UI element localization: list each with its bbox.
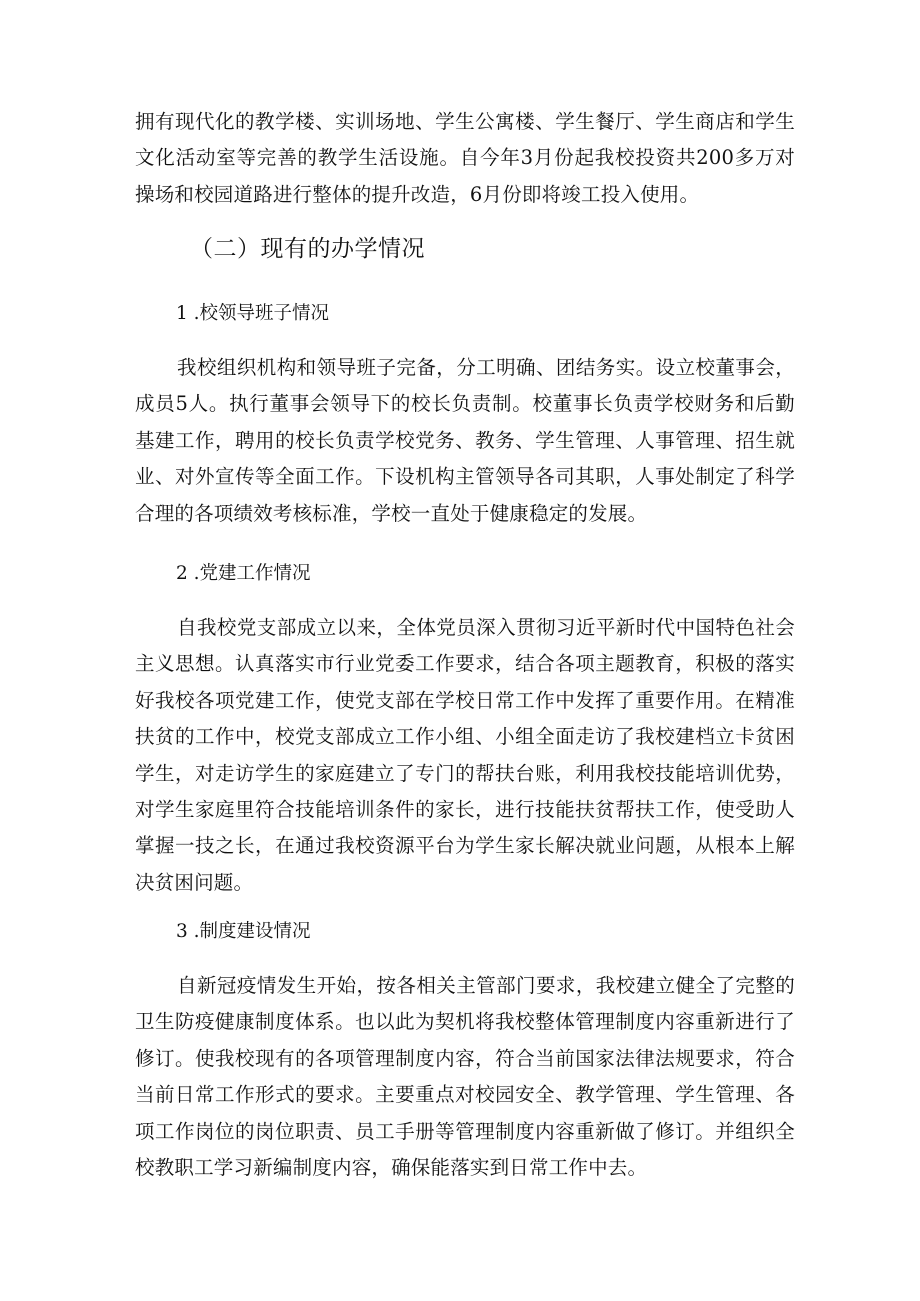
subsection-heading-regulations: 3 .制度建设情况 — [176, 921, 311, 942]
subsection-heading-leadership: 1 .校领导班子情况 — [176, 303, 330, 324]
section-heading: （二）现有的办学情况 — [190, 236, 425, 262]
paragraph-leadership: 我校组织机构和领导班子完备，分工明确、团结务实。设立校董事会，成员5人。执行董事会领导下的校长负责制。校董事长负责学校财务和后勤基建工作，聘用的校长负责学校党务、教务、学生管理、人事管理、招生就业、对外宣传等全面工作。下设机构主管领导各司其职，人事处制定了科学合理的各项绩效考核标准，学校一直处于健康稳定的发展。 — [135, 356, 795, 525]
paragraph-regulations: 自新冠疫情发生开始，按各相关主管部门要求，我校建立健全了完整的卫生防疫健康制度体系。也以此为契机将我校整体管理制度内容重新进行了修订。使我校现有的各项管理制度内容，符合当前国家法律法规要求，符合当前日常工作形式的要求。主要重点对校园安全、教学管理、学生管理、各项工作岗位的岗位职责、员工手册等管理制度内容重新做了修订。并组织全校教职工学习新编制度内容，确保能落实到日常工作中去。 — [135, 974, 795, 1180]
intro-paragraph: 拥有现代化的教学楼、实训场地、学生公寓楼、学生餐厅、学生商店和学生文化活动室等完善的教学生活设施。自今年3月份起我校投资共200多万对操场和校园道路进行整体的提升改造，6月份即将竣工投入使用。 — [135, 110, 795, 206]
paragraph-party-building: 自我校党支部成立以来，全体党员深入贯彻习近平新时代中国特色社会主义思想。认真落实市行业党委工作要求，结合各项主题教育，积极的落实好我校各项党建工作，使党支部在学校日常工作中发挥了重要作用。在精准扶贫的工作中，校党支部成立工作小组、小组全面走访了我校建档立卡贫困学生，对走访学生的家庭建立了专门的帮扶台账，利用我校技能培训优势，对学生家庭里符合技能培训条件的家长，进行技能扶贫帮扶工作，使受助人掌握一技之长，在通过我校资源平台为学生家长解决就业问题，从根本上解决贫困问题。 — [135, 616, 795, 894]
subsection-heading-party-building: 2 .党建工作情况 — [176, 563, 311, 584]
